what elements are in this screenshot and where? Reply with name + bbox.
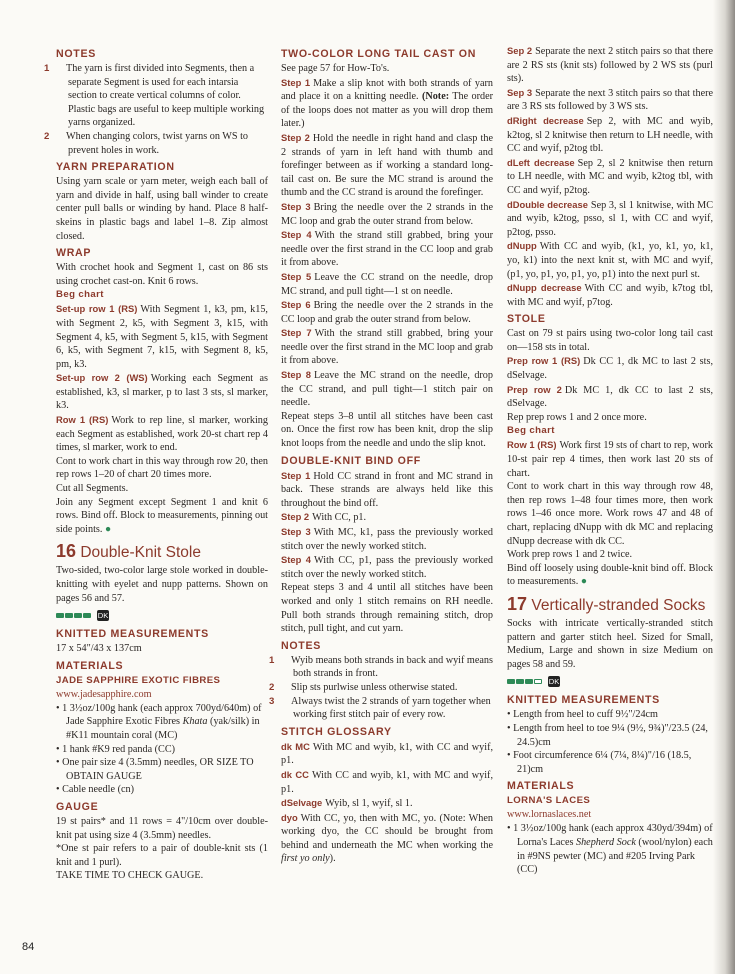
step-item: Step 7 With the strand still grabbed, bring your needle over the first strand in the MC loop and grab it from above. xyxy=(281,327,493,367)
step-item: Step 1 Hold CC strand in front and MC strand in back. These strands are always held like this throughout the bind off. xyxy=(281,469,493,509)
long-tail-intro: See page 57 for How-To's. xyxy=(281,63,390,74)
yarn-prep-text: Using yarn scale or yarn meter, weigh each ball of yarn and divide in half, using ball winder to create center pull balls or winding by hand. Place 8 half-skeins in plastic bags and label 1–8. Zip almost closed. xyxy=(56,176,268,242)
column-2 xyxy=(269,44,494,866)
pattern-16-title: 16 Double-Knit Stole xyxy=(56,541,201,562)
note-item: 1 Wyib means both strands in back and wyif means both strands in front. xyxy=(269,654,493,680)
materials-item: • 1 3½oz/100g hank (each approx 700yd/640m) of Jade Sapphire Exotic Fibres Khata (yak/silk) in #K11 mountain coral (MC) xyxy=(56,702,262,741)
pattern-17-title: 17 Vertically-stranded Socks xyxy=(507,593,706,614)
repeat-text: Repeat steps 3 and 4 until all stitches have been worked and only 1 stitch remains on RH needle. Pull both strands through remaining stitch, drop stitch, pull tight, and cut yarn. xyxy=(281,582,493,635)
column-3 xyxy=(507,44,713,877)
bind-off-text: Bind off loosely using double-knit bind off. Block to measurements. ● xyxy=(507,562,713,588)
skill-bar-icon xyxy=(525,679,533,684)
skill-bar-icon xyxy=(507,679,515,684)
measurements-item: • Length from heel to toe 9¼ (9½, 9¾)"/23.5 (24, 24.5)cm xyxy=(507,722,708,748)
long-tail-cast-on-heading: TWO-COLOR LONG TAIL CAST ON xyxy=(281,48,477,60)
glossary-item: dk CC With CC and wyib, k1, with MC and wyif, p1. xyxy=(281,768,494,795)
end-mark-icon: ● xyxy=(104,523,112,535)
pattern-16-description: Two-sided, two-color large stole worked in double-knitting with eyelet and nupp patterns. Shown on pages 56 and 57. xyxy=(56,565,268,604)
cont-text: Cont to work chart in this way through row 48, then rep rows 1–48 four times more, then work rows 1–46 once more. Work rows 47 and 48 of chart, replacing dNupp with dk MC and replacing dNupp decrease with dk CC. xyxy=(507,481,713,547)
skill-level-indicator xyxy=(56,608,268,622)
page-number: 84 xyxy=(22,941,35,953)
step-item: Step 4 With CC, p1, pass the previously worked stitch over the newly worked stitch. xyxy=(281,554,494,580)
step-item: Step 1 Make a slip knot with both strands of yarn and place it on a knitting needle. (Note: The order of the loops does not matter as you will drop them later.) xyxy=(281,76,493,130)
pattern-17-description: Socks with intricate vertically-stranded stitch pattern and garter stitch heel. Sized for Small, Medium, Large and shown in size Medium on pages 58 and 59. xyxy=(507,617,713,670)
note-item: 1 The yarn is first divided into Segments, then a separate Segment is used for each intarsia section to create vertical columns of color. Plastic bags are useful to keep multiple working yarns organized. xyxy=(44,63,265,129)
end-mark-icon: ● xyxy=(580,576,587,588)
wrap-intro: With crochet hook and Segment 1, cast on 86 sts using crochet cast-on. Knit 6 rows. xyxy=(56,262,268,287)
beg-chart-label: Beg chart xyxy=(56,289,104,301)
setup-row-2: Set-up row 2 (WS) Working each Segment as established, k3, sl marker, p to last 3 sts, sl marker, k3. xyxy=(56,372,268,412)
beg-chart-label: Beg chart xyxy=(507,425,555,437)
row-1: Row 1 (RS) Work to rep line, sl marker, working each Segment as established, work 20-st chart rep 4 times, sl marker, work to end. xyxy=(56,414,268,454)
prep-row-2: Prep row 2 Dk MC 1, dk CC to last 2 sts, dSelvage. xyxy=(507,383,713,410)
step-item: Step 3 With MC, k1, pass the previously worked stitch over the newly worked stitch. xyxy=(281,526,493,552)
skill-bar-icon xyxy=(74,613,82,618)
materials-item: • 1 3½oz/100g hank (each approx 430yd/394m) of Lorna's Laces Shepherd Sock (wool/nylon) each in #9NS pewter (MC) and #205 Irving Park (CC) xyxy=(507,823,713,876)
materials-item: • Cable needle (cn) xyxy=(56,784,134,796)
materials-brand: LORNA'S LACES xyxy=(507,795,591,807)
step-item: Step 6 Bring the needle over the 2 strands in the CC loop and grab the outer strand from below. xyxy=(281,299,493,325)
glossary-item: dk MC With MC and wyib, k1, with CC and wyif, p1. xyxy=(281,740,494,767)
glossary-item: dDouble decrease Sep 3, sl 1 knitwise, with MC and wyib, k2tog, psso, sl 1, with CC and wyif, p2tog, psso. xyxy=(507,198,713,238)
step-item: Step 3 Bring the needle over the 2 strands in the MC loop and grab the outer strand from below. xyxy=(281,200,493,227)
gauge-text: 19 st pairs* and 11 rows = 4"/10cm over double-knit pat using size 4 (3.5mm) needles. xyxy=(56,815,268,841)
skill-bar-icon xyxy=(56,613,64,618)
measurements-item: • Length from heel to cuff 9½"/24cm xyxy=(507,709,658,721)
row-1: Row 1 (RS) Work first 19 sts of chart to rep, work 10-st pair rep 4 times, then work last 20 sts of chart. xyxy=(507,439,714,479)
step-item: Step 2 Hold the needle in right hand and clasp the 2 strands of yarn in left hand with thumb and forefinger between as if working a standard long-tail cast on. Be sure the MC strand is around the thumb and the CC strand is around the forefinger. xyxy=(281,131,493,199)
setup-row-1: Set-up row 1 (RS) With Segment 1, k3, pm, k15, with Segment 2, k5, with Segment 3, k15, with Segment 4, k5, with Segment 5, k15, with Segment 6, k5, with Segment 7, k15, with Segment 8, k5, pm, k3. xyxy=(56,303,268,370)
materials-item: • One pair size 4 (3.5mm) needles, OR SIZE TO OBTAIN GAUGE xyxy=(56,757,254,782)
join-text: Join any Segment except Segment 1 and knit 6 rows. Bind off. Block to measurements, pinning out side points. ● xyxy=(56,496,268,535)
stitch-glossary-heading: STITCH GLOSSARY xyxy=(281,725,392,738)
note-item: 2 When changing colors, twist yarns on WS to prevent holes in work. xyxy=(44,130,249,156)
step-item: Step 5 Leave the CC strand on the needle, drop MC strand, and pull tight—1 st on needle. xyxy=(281,270,493,297)
materials-heading: MATERIALS xyxy=(56,659,124,672)
wrap-heading: WRAP xyxy=(56,247,92,260)
note-item: 3 Always twist the 2 strands of yarn together when working first stitch pair of every row. xyxy=(269,695,491,721)
materials-website: www.jadesapphire.com xyxy=(56,688,152,700)
glossary-item: dSelvage Wyib, sl 1, wyif, sl 1. xyxy=(281,797,413,810)
yarn-prep-heading: YARN PREPARATION xyxy=(56,161,175,174)
glossary-item: Sep 2 Separate the next 2 stitch pairs so that there are 2 RS sts (knit sts) followed by 2 WS sts (purl sts). xyxy=(507,45,714,85)
glossary-item: dyo With CC, yo, then with MC, yo. (Note: When working dyo, the CC should be brought from behind and underneath the MC when working the first yo only). xyxy=(281,811,493,865)
book-spine-shadow xyxy=(713,0,735,974)
gauge-heading: GAUGE xyxy=(56,800,99,813)
prep-repeat: Rep prep rows 1 and 2 once more. xyxy=(507,411,647,423)
column-1 xyxy=(44,44,268,883)
glossary-item: dNupp With CC and wyib, (k1, yo, k1, yo, k1, yo, k1) into the next knit st, with MC and wyif, (p1, yo, p1, yo, p1, yo, p1) into the next purl st. xyxy=(507,240,713,280)
skill-badge: DK xyxy=(97,610,109,620)
skill-bar-icon xyxy=(83,613,91,618)
glossary-item: dRight decrease Sep 2, with MC and wyib, k2tog, sl 2 knitwise then return to LH needle, with CC and wyif, p2tog tbl. xyxy=(507,114,713,155)
prep-row-1: Prep row 1 (RS) Dk CC 1, dk MC to last 2 sts, dSelvage. xyxy=(507,355,713,382)
materials-item: • 1 hank #K9 red panda (CC) xyxy=(56,743,176,755)
measurements-heading: KNITTED MEASUREMENTS xyxy=(507,694,660,707)
bind-off-heading: DOUBLE-KNIT BIND OFF xyxy=(281,454,421,467)
cut-text: Cut all Segments. xyxy=(56,483,129,495)
glossary-item: dLeft decrease Sep 2, sl 2 knitwise then return to LH needle, with MC and wyib, k2tog tbl, with CC and wyif, p2tog. xyxy=(507,156,713,196)
cont-text: Cont to work chart in this way through row 20, then rep rows 1–20 of chart 20 times more. xyxy=(56,455,268,481)
stole-heading: STOLE xyxy=(507,313,546,326)
glossary-item: Sep 3 Separate the next 3 stitch pairs so that there are 3 RS sts followed by 3 WS sts. xyxy=(507,86,714,113)
measurements-text: 17 x 54"/43 x 137cm xyxy=(56,643,142,655)
notes-heading: NOTES xyxy=(281,639,321,652)
step-item: Step 8 Leave the MC strand on the needle, drop the CC strand, and pull tight—1 stitch pair on needle. xyxy=(281,369,493,409)
step-item: Step 4 With the strand still grabbed, bring your needle over the first strand in the CC loop and grab it from above. xyxy=(281,229,493,269)
gauge-note: *One st pair refers to a pair of double-knit sts (1 knit and 1 purl). xyxy=(56,843,268,868)
glossary-item: dNupp decrease With CC and wyib, k7tog tbl, with MC and wyif, p7tog. xyxy=(507,282,713,308)
stole-intro: Cast on 79 st pairs using two-color long tail cast on—158 sts in total. xyxy=(507,328,713,353)
work-prep: Work prep rows 1 and 2 twice. xyxy=(507,549,633,561)
measurements-heading: KNITTED MEASUREMENTS xyxy=(56,628,209,641)
materials-heading: MATERIALS xyxy=(507,780,575,793)
step-item: Step 2 With CC, p1. xyxy=(281,511,367,524)
skill-bar-icon xyxy=(516,679,524,684)
note-item: 2 Slip sts purlwise unless otherwise stated. xyxy=(269,681,458,693)
materials-brand: JADE SAPPHIRE EXOTIC FIBRES xyxy=(56,674,221,686)
measurements-item: • Foot circumference 6¼ (7¼, 8¼)"/16 (18.5, 21)cm xyxy=(507,750,692,775)
gauge-check: TAKE TIME TO CHECK GAUGE. xyxy=(56,870,204,882)
skill-level-indicator xyxy=(507,674,713,688)
repeat-text: Repeat steps 3–8 until all stitches have been cast on. Once the first row has been knit, drop the slip knot loops from the needle and undo the slip knot. xyxy=(281,410,493,450)
notes-heading: NOTES xyxy=(56,48,96,60)
skill-badge: DK xyxy=(548,676,560,686)
skill-bar-empty-icon xyxy=(534,679,542,684)
materials-website: www.lornaslaces.net xyxy=(507,809,592,821)
skill-bar-icon xyxy=(65,613,73,618)
